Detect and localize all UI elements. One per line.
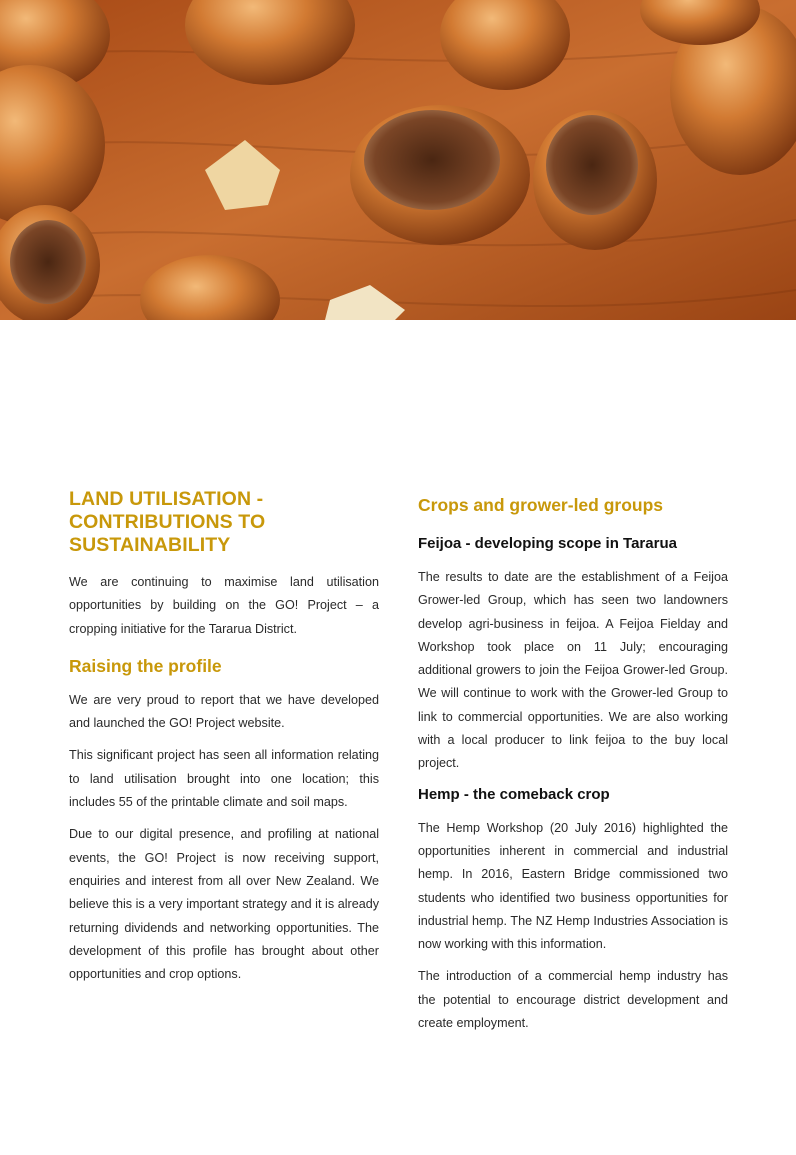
feijoa-paragraph: The results to date are the establishment of a Feijoa Grower-led Group, which has seen two landowners develop agri-business in feijoa. A Feijoa Fielday and Workshop took place on 11 July; encouraging additional growers to join the Feijoa Grower-led Group. We will continue to work with the Grower-led Group to link to commercial opportunities. We are also working with a local producer to link feijoa to the buy local project. [418,570,728,771]
intro-paragraph: We are continuing to maximise land utilisation opportunities by building on the GO! Project – a cropping initiative for the Tararua District. [69,575,379,636]
raising-paragraph-1: We are very proud to report that we have developed and launched the GO! Project website. [69,692,379,731]
feijoa-heading: Feijoa - developing scope in Tararua [418,535,677,552]
hemp-paragraph-2: The introduction of a commercial hemp industry has the potential to encourage district development and create employment. [418,969,728,1031]
crops-heading: Crops and grower-led groups [418,495,664,515]
hemp-heading: Hemp - the comeback crop [418,785,610,803]
raising-paragraph-2: This significant project has seen all information relating to land utilisation brought into one location; this includes 55 of the printable climate and soil maps. [69,748,379,810]
hazelnuts-photo [0,0,796,320]
left-column [69,488,379,995]
raising-paragraph-3: Due to our digital presence, and profiling at national events, the GO! Project is now receiving support, enquiries and interest from all over New Zealand. We believe this is a very important strategy and it is already returning dividends and networking opportunities. The development of this profile has brought about other opportunities and crop options. [69,827,379,982]
raising-profile-heading: Raising the profile [69,655,222,676]
right-column [418,494,728,1044]
hemp-paragraph-1: The Hemp Workshop (20 July 2016) highlighted the opportunities inherent in commercial and industrial hemp. In 2016, Eastern Bridge commissioned two students who identified two business opportunities for industrial hemp. The NZ Hemp Industries Association is now working with this information. [418,820,728,952]
section-title: LAND UTILISATION - CONTRIBUTIONS TO SUSTAINABILITY [69,488,266,556]
